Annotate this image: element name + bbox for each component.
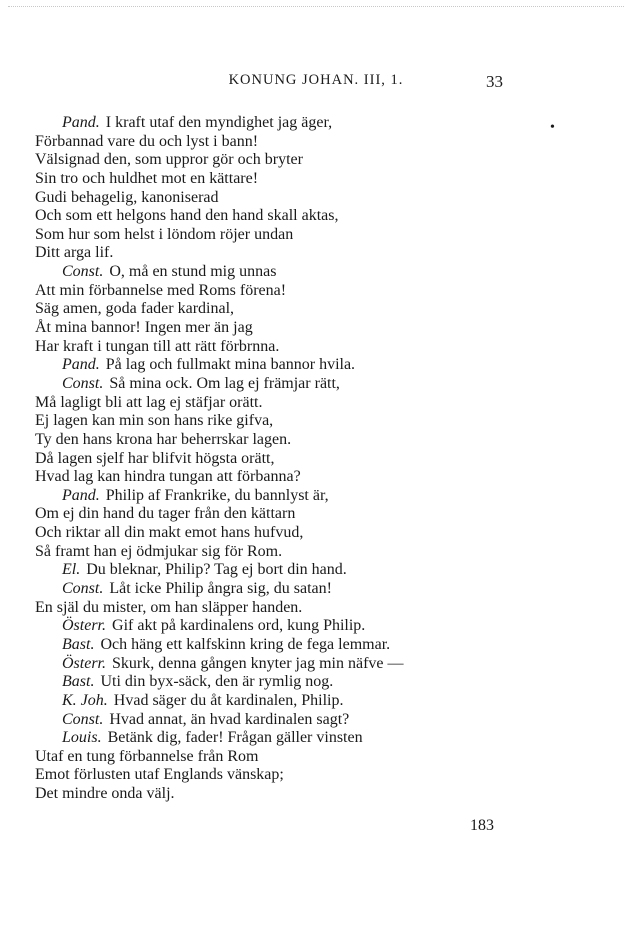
speaker-name: K. Joh.	[62, 691, 108, 709]
verse-text: Emot förlusten utaf Englands vänskap;	[35, 766, 284, 784]
verse-text: Har kraft i tungan till att rätt förbrnna.	[35, 337, 280, 355]
verse-text: Så framt han ej ödmjukar sig för Rom.	[35, 542, 283, 560]
verse-line	[35, 282, 515, 301]
verse-line	[35, 226, 515, 245]
verse-text: O, må en stund mig unnas	[109, 263, 277, 281]
verse-line	[35, 524, 515, 543]
page-top-rule	[8, 6, 624, 8]
verse-line	[35, 636, 515, 655]
verse-line	[35, 692, 515, 711]
verse-line	[35, 617, 515, 636]
verse-text: Betänk dig, fader! Frågan gäller vinsten	[107, 729, 363, 747]
verse-line	[35, 711, 515, 730]
verse-text: Säg amen, goda fader kardinal,	[35, 300, 235, 318]
verse-line	[35, 244, 515, 263]
speaker-name: Const.	[62, 580, 104, 598]
verse-line	[35, 412, 515, 431]
speaker-name: El.	[62, 561, 81, 579]
verse-line	[35, 114, 515, 133]
verse-text: Att min förbannelse med Roms förena!	[35, 281, 287, 299]
verse-text: Ej lagen kan min son hans rike gifva,	[35, 412, 274, 430]
verse-text: Hvad säger du åt kardinalen, Philip.	[113, 691, 344, 709]
verse-text: Sin tro och huldhet mot en kättare!	[35, 169, 259, 187]
verse-line	[35, 505, 515, 524]
verse-line	[35, 468, 515, 487]
verse-line	[35, 431, 515, 450]
verse-text: På lag och fullmakt mina bannor hvila.	[105, 356, 356, 374]
verse-text: Låt icke Philip ångra sig, du satan!	[109, 580, 332, 598]
verse-text: Du bleknar, Philip? Tag ej bort din hand.	[86, 561, 347, 579]
verse-text: Utaf en tung förbannelse från Rom	[35, 747, 259, 765]
signature-mark: 183	[470, 817, 494, 834]
verse-text: Och häng ett kalfskinn kring de fega lemmar.	[100, 635, 391, 653]
verse-text: Uti din byx-säck, den är rymlig nog.	[100, 673, 334, 691]
verse-text: Må lagligt bli att lag ej stäfjar orätt.	[35, 393, 263, 411]
verse-text: Som hur som helst i löndom röjer undan	[35, 225, 294, 243]
verse-line	[35, 487, 515, 506]
verse-text: I kraft utaf den myndighet jag äger,	[105, 114, 333, 131]
verse-line	[35, 543, 515, 562]
verse-line	[35, 375, 515, 394]
verse-line	[35, 655, 515, 674]
verse-line	[35, 263, 515, 282]
speaker-name: Const.	[62, 374, 104, 392]
verse-text: Skurk, denna gången knyter jag min näfve —	[112, 654, 404, 672]
verse-line	[35, 766, 515, 785]
verse-line	[35, 170, 515, 189]
speaker-name: Pand.	[62, 114, 100, 131]
verse-line	[35, 394, 515, 413]
verse-text: Åt mina bannor! Ingen mer än jag	[35, 319, 253, 337]
verse-text: Hvad annat, än hvad kardinalen sagt?	[109, 710, 350, 728]
speaker-name: Pand.	[62, 486, 100, 504]
verse-text: Förbannad vare du och lyst i bann!	[35, 132, 259, 150]
speaker-name: Bast.	[62, 673, 95, 691]
verse-line	[35, 300, 515, 319]
speaker-name: Const.	[62, 710, 104, 728]
verse-text: Och som ett helgons hand den hand skall aktas,	[35, 207, 339, 225]
verse-line	[35, 785, 515, 804]
speaker-name: Bast.	[62, 635, 95, 653]
verse-line	[35, 450, 515, 469]
speaker-name: Louis.	[62, 729, 102, 747]
verse-text: Då lagen sjelf har blifvit högsta orätt,	[35, 449, 275, 467]
verse-line	[35, 319, 515, 338]
verse-line	[35, 580, 515, 599]
verse-text: En själ du mister, om han släpper handen.	[35, 598, 303, 616]
verse-line	[35, 599, 515, 618]
verse-text: Så mina ock. Om lag ej främjar rätt,	[109, 374, 340, 392]
verse-line	[35, 673, 515, 692]
verse-line	[35, 151, 515, 170]
speaker-name: Österr.	[62, 654, 107, 672]
page-number: 33	[486, 72, 503, 91]
verse-line	[35, 561, 515, 580]
speaker-name: Pand.	[62, 356, 100, 374]
verse-line	[35, 356, 515, 375]
verse-line	[35, 338, 515, 357]
verse-line	[35, 207, 515, 226]
verse-line	[35, 748, 515, 767]
verse-line	[35, 729, 515, 748]
verse-text: Ditt arga lif.	[35, 244, 114, 262]
verse-text: Om ej din hand du tager från den kättarn	[35, 505, 296, 523]
verse-text: Philip af Frankrike, du bannlyst är,	[105, 486, 329, 504]
verse-text: Gudi behagelig, kanoniserad	[35, 188, 219, 206]
verse-text: Och riktar all din makt emot hans hufvud,	[35, 524, 304, 542]
verse-body	[35, 114, 515, 804]
verse-text: Ty den hans krona har beherrskar lagen.	[35, 430, 292, 448]
margin-mark: •	[550, 120, 555, 135]
page-header	[0, 70, 632, 94]
speaker-name: Österr.	[62, 617, 107, 635]
verse-text: Gif akt på kardinalens ord, kung Philip.	[112, 617, 366, 635]
verse-text: Välsignad den, som uppror gör och bryter	[35, 151, 303, 169]
speaker-name: Const.	[62, 263, 104, 281]
verse-line	[35, 133, 515, 152]
verse-line	[35, 189, 515, 208]
verse-text: Hvad lag kan hindra tungan att förbanna?	[35, 468, 301, 486]
verse-text: Det mindre onda välj.	[35, 785, 175, 803]
running-title: KONUNG JOHAN. III, 1.	[228, 72, 404, 88]
